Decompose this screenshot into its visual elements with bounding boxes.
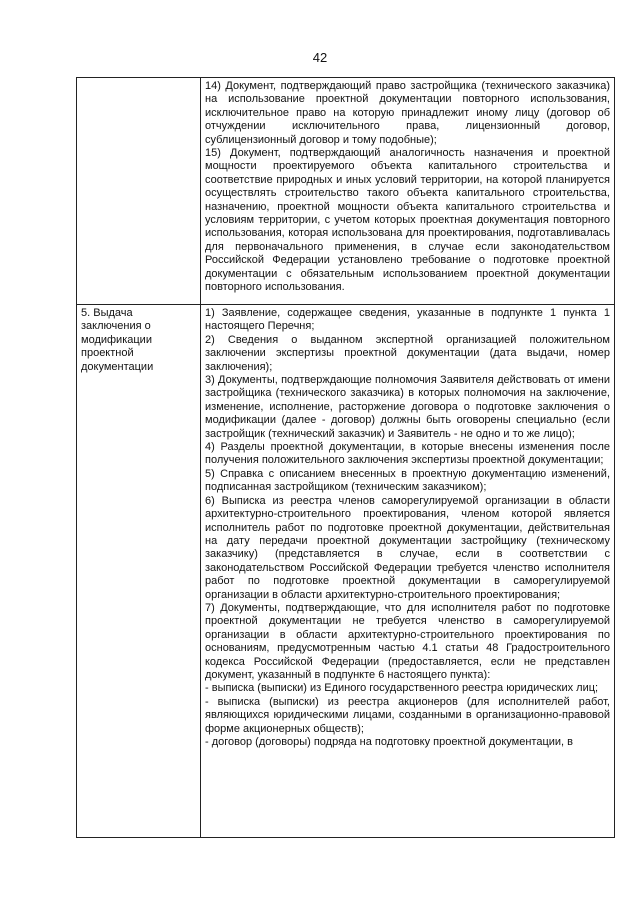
document-item: 3) Документы, подтверждающие полномочия Заявителя действовать от имени застройщика (технического заказчика) в которых полномочия на заключение, изменение, исполнение, расторжение договора о подготовке заключения о модификации (далее - договор) должны быть оговорены специально (если застройщик (технический заказчик) и Заявитель - не одно и то же лицо); xyxy=(205,374,610,440)
document-item: 7) Документы, подтверждающие, что для исполнителя работ по подготовке проектной документации не требуется членство в саморегулируемой организации в области архитектурно-строительного проектирования по основаниям, предусмотренным частью 4.1 статьи 48 Градостроительного кодекса Российской Федерации (предоставляется, если не представлен документ, указанный в подпункте 6 настоящего пункта): xyxy=(205,601,610,681)
document-item: 2) Сведения о выданном экспертной организацией положительном заключении экспертизы проектной документации (дата выдачи, номер заключения); xyxy=(205,333,610,373)
service-name-cell xyxy=(77,305,201,838)
document-item: - договор (договоры) подряда на подготовку проектной документации, в xyxy=(205,736,573,748)
service-name: 5. Выдача заключения о модификации проектной документации xyxy=(81,307,154,373)
document-item: 15) Документ, подтверждающий аналогичность назначения и проектной мощности проектируемого объекта капитального строительства и соответствие природных и иных условий территории, на которой планируется осуществлять строительство такого объекта капитального строительства, назначению, проектной мощности объекта капитального строительства и условиям территории, с учетом которых проектная документация повторного использования, которая использована для проектирования, подготавливалась для первоначального применения, в случае если законодательством Российской Федерации установлено требование о подготовке проектной документации с обязательным использованием проектной документации повторного использования. xyxy=(205,147,610,294)
page-number: 42 xyxy=(312,50,328,65)
document-item: 1) Заявление, содержащее сведения, указанные в подпункте 1 пункта 1 настоящего Перечня; xyxy=(205,307,610,333)
document-item: 14) Документ, подтверждающий право застройщика (технического заказчика) на использование проектной документации повторного использования, исключительное право на которую принадлежит иному лицу (договор об отчуждении исключительного права, лицензионный договор, сублицензионный договор и тому подобные); xyxy=(205,80,610,146)
document-item: - выписка (выписки) из Единого государственного реестра юридических лиц; xyxy=(205,682,599,695)
service-name-cell xyxy=(77,78,201,305)
document-table xyxy=(76,77,615,838)
documents-cell xyxy=(201,78,615,305)
table-row xyxy=(77,305,615,838)
table-row xyxy=(77,78,615,305)
document-item: 4) Разделы проектной документации, в которые внесены изменения после получения положительного заключения экспертизы проектной документации; xyxy=(205,441,610,467)
document-item: 6) Выписка из реестра членов саморегулируемой организации в области архитектурно-строительного проектирования, членом которой является исполнитель работ по подготовке проектной документации, действительная на дату передачи проектной документации застройщику (техническому заказчику) (представляется в случае, если в соответствии с законодательством Российской Федерации требуется членство исполнителя работ по подготовке проектной документации в саморегулируемой организации в области архитектурно-строительного проектирования; xyxy=(205,494,610,601)
document-item: - выписка (выписки) из реестра акционеров (для исполнителей работ, являющихся юридическими лицами, созданными в организационно-правовой форме акционерных обществ); xyxy=(205,695,610,735)
document-item: 5) Справка с описанием внесенных в проектную документацию изменений, подписанная застройщиком (техническим заказчиком); xyxy=(205,467,610,494)
documents-cell xyxy=(201,305,615,838)
